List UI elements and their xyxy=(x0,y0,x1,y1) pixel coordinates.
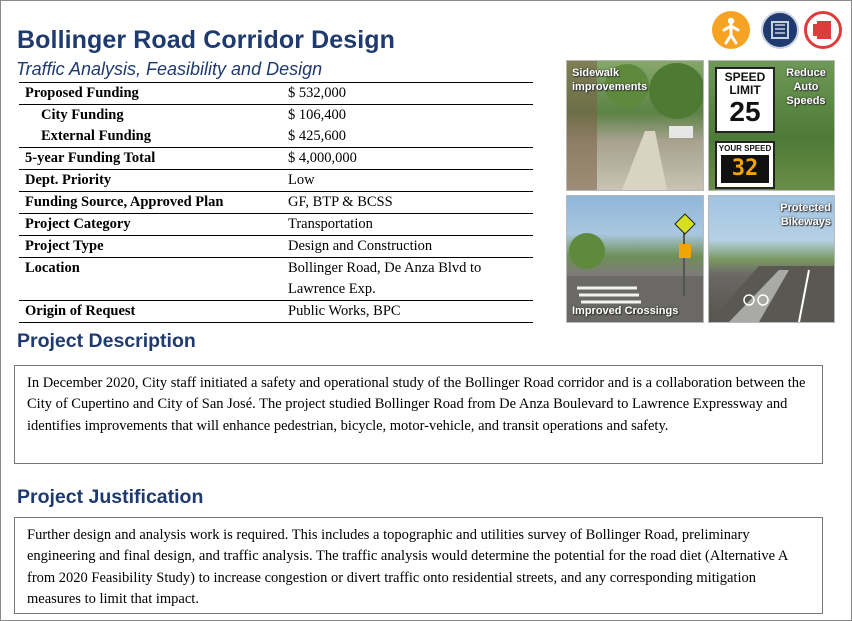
row-label: Dept. Priority xyxy=(19,170,282,192)
description-text: In December 2020, City staff initiated a safety and operational study of the Bollinger Road corridor and is a collaboration between the City of Cupertino and City of San José. The project studied Bollinger Road from De Anza Boulevard to Lawrence Expressway and identifies improvements that will enhance pedestrian, bicycle, motor-vehicle, and transit operations and safety. xyxy=(27,375,806,434)
speed-photo xyxy=(708,60,835,191)
row-label: Funding Source, Approved Plan xyxy=(19,192,282,214)
row-label: External Funding xyxy=(19,126,282,148)
row-label: Origin of Request xyxy=(19,301,282,323)
row-value: GF, BTP & BCSS xyxy=(282,192,533,214)
improved-crossings-caption: Improved Crossings xyxy=(572,305,679,317)
row-label: Location xyxy=(19,258,282,301)
table-row xyxy=(19,83,533,105)
table-row xyxy=(19,126,533,148)
speed-limit-sign xyxy=(715,67,775,133)
row-value: Transportation xyxy=(282,214,533,236)
justification-text: Further design and analysis work is required. This includes a topographic and utilities survey of Bollinger Road, preliminary engineering and final design, and traffic analysis. The traffic analysis would determine the potential for the road diet (Alternative A from 2020 Feasibility Study) to increase congestion or divert traffic onto residential streets, and any corresponding mitigation measures to limit that impact. xyxy=(27,527,788,607)
sidewalk-caption: Sidewalk improvements xyxy=(572,67,648,93)
category-icons xyxy=(712,11,842,51)
speed-sign-value: 25 xyxy=(729,96,761,127)
table-row xyxy=(19,301,533,323)
description-heading: Project Description xyxy=(17,330,196,352)
table-row xyxy=(19,236,533,258)
table-row xyxy=(19,214,533,236)
row-label: Project Category xyxy=(19,214,282,236)
table-row xyxy=(19,148,533,170)
pedestrian-icon xyxy=(712,11,750,49)
your-speed-value: 32 xyxy=(721,155,769,183)
justification-box xyxy=(14,517,823,614)
bikeways-photo xyxy=(708,195,835,323)
description-box xyxy=(14,365,823,464)
row-value: $ 106,400 xyxy=(288,107,346,123)
traffic-signal-icon xyxy=(804,11,842,49)
funding-table xyxy=(19,82,533,323)
reduce-speeds-caption: Reduce Auto Speeds xyxy=(786,67,826,107)
table-row xyxy=(19,170,533,192)
table-row xyxy=(19,258,533,301)
speed-sign-line1: SPEED xyxy=(724,70,766,84)
page-title: Bollinger Road Corridor Design xyxy=(17,26,396,54)
table-row xyxy=(19,192,533,214)
row-value: Public Works, BPC xyxy=(282,301,533,323)
page-subtitle: Traffic Analysis, Feasibility and Design xyxy=(16,59,323,79)
row-value: $ 4,000,000 xyxy=(282,148,533,170)
row-value: Low xyxy=(282,170,533,192)
row-value: $ 532,000 xyxy=(282,83,533,105)
sidewalk-photo xyxy=(566,60,704,191)
your-speed-sign xyxy=(715,141,775,189)
row-label: 5-year Funding Total xyxy=(19,148,282,170)
transit-icon xyxy=(761,11,799,49)
your-speed-label: YOUR SPEED xyxy=(718,144,772,153)
justification-heading: Project Justification xyxy=(17,486,204,508)
table-row xyxy=(19,105,533,127)
row-value: $ 425,600 xyxy=(282,126,533,148)
row-value: Bollinger Road, De Anza Blvd to Lawrence Exp. xyxy=(282,258,533,301)
crossings-photo xyxy=(566,195,704,323)
protected-bikeways-caption: Protected Bikeways xyxy=(780,202,831,228)
row-value: Design and Construction xyxy=(282,236,533,258)
row-label: Project Type xyxy=(19,236,282,258)
row-label: City Funding xyxy=(41,107,124,123)
row-label: Proposed Funding xyxy=(19,83,282,105)
speed-sign-line2: LIMIT xyxy=(729,83,761,97)
